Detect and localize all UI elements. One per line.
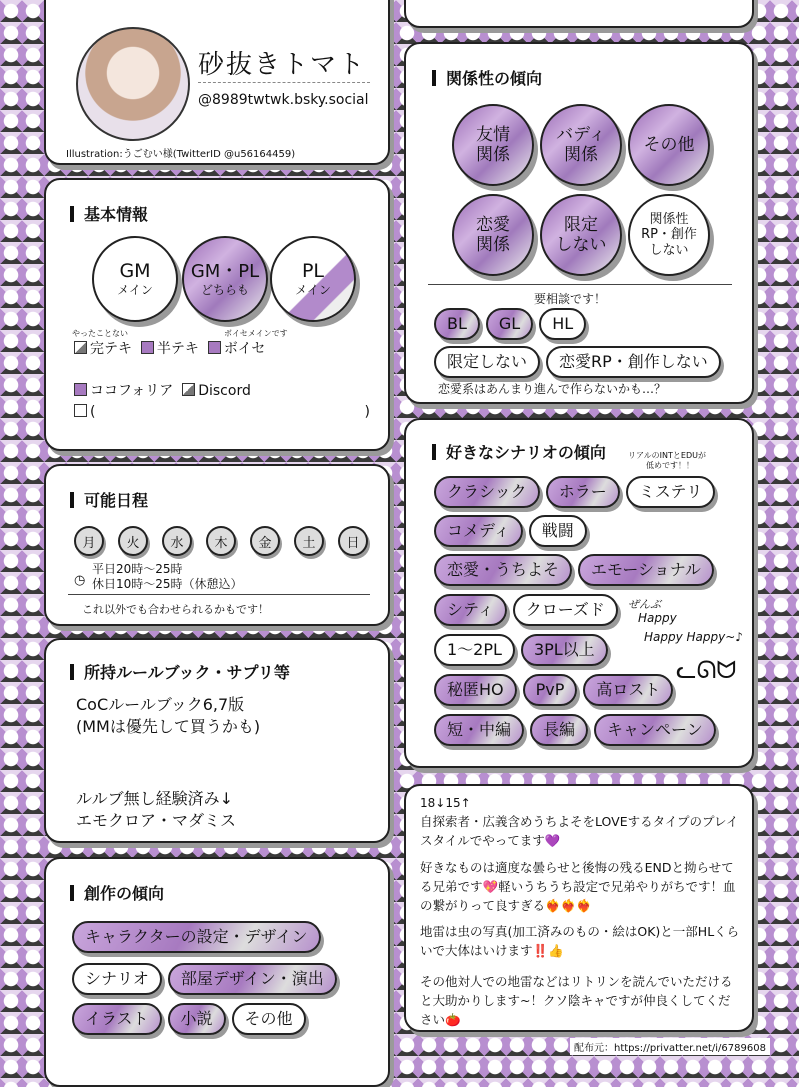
day-wed: 水	[162, 526, 192, 556]
cat-doodle-icon: ᓚᘏᗢ	[676, 656, 737, 684]
style-row	[74, 338, 265, 358]
profile-name: 砂抜きトマト	[198, 50, 367, 80]
free-paragraph-2: 好きなものは適度な曇らせと後悔の残るENDと拗らせてる兄弟です💖軽いうちうち設定で兄弟やりがちです！血の繋がりって良すぎる❤️‍🔥❤️‍🔥❤️‍🔥	[420, 860, 736, 913]
scenario-row-7	[434, 714, 716, 746]
relations-note: 恋愛系はあんまり進んで作らないかも…？	[438, 382, 667, 396]
scenarios-heading-text: 好きなシナリオの傾向	[446, 443, 606, 462]
tools-row	[74, 380, 251, 400]
schedule-heading	[70, 488, 148, 511]
creation-tag: キャラクターの設定・デザイン	[72, 921, 321, 953]
schedule-note: これ以外でも合わせられるかもです！	[82, 603, 269, 616]
scenario-row-5	[434, 634, 608, 666]
age-range: 18↓15↑	[420, 796, 471, 810]
creation-tag: 部屋デザイン・演出	[168, 963, 337, 995]
rulebooks-heading-text: 所持ルールブック・サプリ等	[84, 663, 290, 682]
relation-line: 恋愛	[476, 214, 510, 235]
profile-handle[interactable]: @8989twtwk.bsky.social	[198, 92, 369, 108]
gm-sub: メイン	[117, 283, 153, 298]
schedule-card	[44, 464, 390, 626]
relation-unlimited	[540, 194, 622, 276]
note-none: やったことない	[72, 329, 128, 338]
creation-tag: イラスト	[72, 1003, 162, 1035]
relation-buddy	[540, 104, 622, 186]
name-underline	[198, 82, 370, 83]
doodle-happy: Happy	[638, 611, 677, 625]
day-mon: 月	[74, 526, 104, 556]
free-paragraph-3: 地雷は虫の写真(加工済みのもの・絵はOK)と一部HLくらいで大体はいけます‼️👍	[420, 924, 740, 958]
scenario-tag: 恋愛・うちよそ	[434, 554, 572, 586]
basic-heading	[70, 202, 148, 225]
rulebooks-card	[44, 638, 390, 843]
holiday-hours: 休日10時〜25時（休憩込）	[92, 577, 243, 591]
rulebook-line2: (MMは優先して買うかも)	[76, 717, 261, 736]
creation-card	[44, 857, 390, 1087]
relation-no-rp	[628, 194, 710, 276]
creation-row-1	[72, 921, 321, 953]
illustration-credit: Illustration:うごむい様(TwitterID @u56164459)	[66, 149, 296, 160]
scenario-tag: 短・中編	[434, 714, 524, 746]
checkbox-hanteki[interactable]	[141, 341, 154, 354]
scenario-tag: 1〜2PL	[434, 634, 515, 666]
style-boise: ボイセ	[223, 341, 266, 357]
pl-sub: メイン	[295, 283, 331, 298]
scenario-tag: クラシック	[434, 476, 540, 508]
creation-tag: 小説	[168, 1003, 226, 1035]
scenario-row-4	[434, 594, 618, 626]
gmpl-main: GM・PL	[190, 261, 260, 282]
scenario-tag: クローズド	[513, 594, 618, 626]
scenario-row-1	[434, 476, 715, 508]
relation-tag: 恋愛RP・創作しない	[546, 346, 721, 378]
day-fri: 金	[250, 526, 280, 556]
scenario-row-2	[434, 515, 587, 547]
checkbox-kanteki[interactable]	[74, 341, 87, 354]
relation-tag: BL	[434, 308, 480, 340]
heading-bar	[70, 885, 74, 901]
other-close: )	[364, 404, 370, 420]
doodle-happy-happy: Happy Happy~♪	[644, 630, 743, 644]
heading-bar	[70, 492, 74, 508]
relation-line: 友情	[476, 124, 510, 145]
schedule-divider	[68, 594, 370, 595]
day-tue: 火	[118, 526, 148, 556]
relation-line: しない	[555, 235, 607, 255]
relations-divider	[428, 284, 732, 285]
relation-tag: 限定しない	[434, 346, 540, 378]
relation-tag: HL	[539, 308, 586, 340]
checkbox-boise[interactable]	[208, 341, 221, 354]
heading-bar	[70, 664, 74, 680]
weekday-hours: 平日20時〜25時	[92, 562, 183, 576]
creation-tag: その他	[232, 1003, 306, 1035]
scenario-tag: コメディ	[434, 515, 523, 547]
scenario-tag: 秘匿HO	[434, 674, 517, 706]
rulebooks-heading	[70, 660, 290, 683]
day-sun: 日	[338, 526, 368, 556]
day-sat: 土	[294, 526, 324, 556]
style-kanteki: 完テキ	[90, 341, 132, 357]
doodle-zenbu: ぜんぶ	[628, 598, 661, 611]
relations-card	[404, 42, 754, 404]
creation-row-2	[72, 963, 337, 995]
heading-bar	[70, 206, 74, 222]
note-boise: ボイセメインです	[224, 329, 288, 338]
other-open: (	[90, 404, 96, 420]
scenario-row-6	[434, 674, 673, 706]
gm-main: GM	[119, 260, 151, 283]
scenario-tag: ミステリ	[626, 476, 716, 508]
relations-heading-text: 関係性の傾向	[446, 69, 543, 88]
day-thu: 木	[206, 526, 236, 556]
relation-tag: GL	[486, 308, 533, 340]
relation-line: 限定	[564, 214, 598, 235]
creation-heading-text: 創作の傾向	[84, 884, 165, 903]
relation-tags-row	[434, 308, 586, 340]
style-hanteki: 半テキ	[156, 341, 199, 357]
relation-romance	[452, 194, 534, 276]
pl-main: PL	[301, 260, 325, 283]
rulebook-line4: エモクロア・マダミス	[76, 811, 237, 830]
top-partial-card	[404, 0, 754, 28]
free-paragraph-1: 自探索者・広義含めうちよそをLOVEするタイプのプレイスタイルでやってます💜	[420, 814, 739, 848]
relation-line: その他	[643, 134, 695, 155]
gmpl-circle	[182, 236, 268, 322]
free-paragraph-4: その他対人での地雷などはリトリンを読んでいただけると大助かりします~！クソ陰キャですが仲良くしてください🍅	[420, 974, 733, 1027]
basic-info-card	[44, 178, 390, 451]
scenario-tag: ホラー	[546, 476, 620, 508]
creation-tag: シナリオ	[72, 963, 162, 995]
relation-line: バディ	[556, 124, 606, 145]
scenario-row-3	[434, 554, 714, 586]
heading-bar	[432, 70, 436, 86]
scenario-tag: シティ	[434, 594, 507, 626]
rulebook-line3: ルルブ無し経験済み↓	[76, 789, 234, 808]
creation-heading	[70, 881, 164, 904]
scenario-tag: 戦闘	[529, 515, 587, 547]
scenario-tag: キャンペーン	[594, 714, 716, 746]
side-note-2: 低めです！！	[646, 461, 694, 470]
scenario-tag: 長編	[530, 714, 588, 746]
relation-line: RP・創作	[641, 227, 697, 243]
footer-credit[interactable]: 配布元：https://privatter.net/i/6789608	[570, 1038, 770, 1055]
clock-icon: ◷	[74, 573, 86, 588]
relation-line: 関係	[476, 235, 510, 255]
scenarios-heading	[432, 440, 606, 463]
scenario-tag: PvP	[523, 674, 578, 706]
relation-tags2-row	[434, 346, 721, 378]
relations-heading	[432, 66, 542, 89]
profile-card	[44, 0, 390, 165]
creation-row-3	[72, 1003, 306, 1035]
relation-line: 関係	[564, 145, 598, 165]
gmpl-sub: どちらも	[200, 282, 249, 297]
relation-friendship	[452, 104, 534, 186]
relation-other	[628, 104, 710, 186]
consult-note: 要相談です！	[534, 292, 607, 306]
relation-line: しない	[649, 242, 689, 258]
other-row	[74, 404, 370, 420]
scenarios-card	[404, 418, 754, 768]
scenario-tag: 高ロスト	[583, 674, 673, 706]
free-text-card	[404, 784, 754, 1032]
checkbox-discord[interactable]	[182, 383, 195, 396]
scenario-tag: エモーショナル	[578, 554, 714, 586]
schedule-heading-text: 可能日程	[84, 491, 149, 510]
relation-line: 関係	[476, 145, 510, 165]
avatar	[76, 27, 190, 141]
pl-circle	[270, 236, 356, 322]
tool-discord: Discord	[198, 383, 251, 399]
rulebook-line1: CoCルールブック6,7版	[76, 695, 245, 714]
checkbox-cocofolia[interactable]	[74, 383, 87, 396]
scenario-tag: 3PL以上	[521, 634, 608, 666]
tool-cocofolia: ココフォリア	[90, 383, 174, 399]
heading-bar	[432, 444, 436, 460]
gm-circle	[92, 236, 178, 322]
checkbox-other[interactable]	[74, 404, 87, 417]
relation-line: 関係性	[649, 211, 689, 227]
basic-heading-text: 基本情報	[84, 205, 149, 224]
side-note-1: リアルのINTとEDUが	[628, 451, 706, 460]
